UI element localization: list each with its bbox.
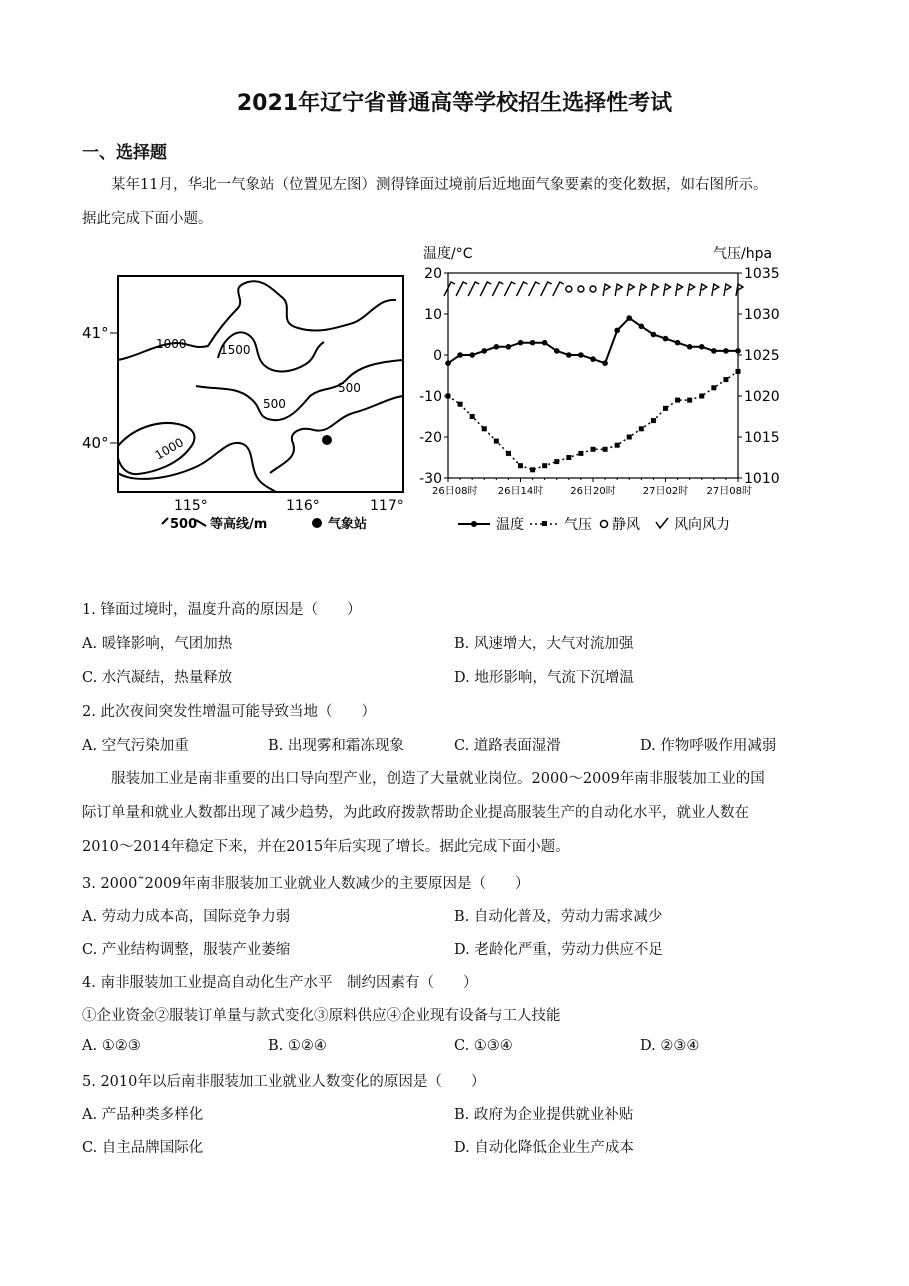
contour-label: 1000 — [156, 337, 187, 351]
temperature-point — [566, 352, 572, 358]
wind-barb-symbol — [492, 282, 503, 296]
intro2-line-2: 际订单量和就业人数都出现了减少趋势，为此政府拨款帮助企业提高服装生产的自动化水平，就业人数在 — [82, 805, 749, 821]
temperature-point — [723, 348, 729, 354]
question-4-items: ①企业资金②服装订单量与款式变化③原料供应④企业现有设备与工人技能 — [82, 1008, 561, 1024]
contour-500 — [196, 360, 403, 420]
temperature-point — [602, 360, 608, 366]
x-axis — [432, 478, 752, 497]
question-3-option-c[interactable]: C. 产业结构调整，服装产业萎缩 — [82, 942, 291, 958]
question-5-option-d[interactable]: D. 自动化降低企业生产成本 — [454, 1140, 634, 1156]
lat-label: 40° — [82, 434, 109, 452]
wind-barb-symbol — [651, 284, 658, 296]
pressure-point — [699, 394, 704, 399]
topographic-map — [78, 268, 418, 538]
pressure-point — [458, 402, 463, 407]
temperature-point — [578, 352, 584, 358]
x-tick-label: 26日08时 — [432, 486, 478, 497]
legend-contour-value: 500 — [170, 517, 198, 532]
contour-500-south — [270, 396, 403, 473]
wind-barb-symbol — [603, 284, 610, 296]
chart-legend — [458, 516, 730, 533]
wind-barb-symbol — [615, 284, 622, 296]
temperature-point — [663, 336, 669, 342]
question-3-option-a[interactable]: A. 劳动力成本高，国际竞争力弱 — [82, 909, 291, 925]
question-3-option-d[interactable]: D. 老龄化严重，劳动力供应不足 — [454, 942, 663, 958]
calm-wind-icon — [601, 521, 608, 528]
question-2-stem: 2. 此次夜间突发性增温可能导致当地（ ） — [82, 704, 376, 720]
legend-pressure-marker — [542, 521, 547, 526]
legend-contour-line — [196, 520, 206, 526]
question-4-stem: 4. 南非服装加工业提高自动化生产水平 制约因素有（ ） — [82, 975, 478, 991]
wind-barb-symbol — [712, 284, 719, 296]
contour-label: 1000 — [152, 435, 186, 463]
legend-station-label: 气象站 — [328, 517, 368, 532]
contour-label: 500 — [338, 381, 361, 395]
temperature-point — [675, 340, 681, 346]
wind-barb-icon — [656, 518, 668, 528]
wind-barb-symbol — [627, 284, 634, 296]
temperature-point — [457, 352, 463, 358]
temperature-point — [506, 344, 512, 350]
left-axis-label: 温度/°C — [423, 246, 473, 262]
wind-barb-symbol — [504, 282, 515, 296]
pressure-point — [566, 455, 571, 460]
wind-barb-symbol — [736, 284, 743, 296]
pressure-point — [446, 394, 451, 399]
legend-temp-marker — [471, 521, 477, 527]
pressure-point — [711, 385, 716, 390]
calm-wind-symbol — [566, 286, 572, 292]
pressure-point — [494, 439, 499, 444]
pressure-point — [470, 414, 475, 419]
section-heading: 一、选择题 — [82, 143, 167, 163]
temperature-point — [626, 315, 632, 321]
weather-chart — [418, 240, 788, 540]
left-tick-label: 20 — [424, 266, 442, 282]
left-axis — [419, 266, 448, 487]
question-1-option-b[interactable]: B. 风速增大，大气对流加强 — [454, 636, 634, 652]
lat-label: 41° — [82, 324, 109, 342]
legend-temp: 温度 — [496, 517, 524, 533]
x-tick-label: 27日08时 — [706, 486, 752, 497]
temperature-point — [590, 356, 596, 362]
legend-contour-line — [162, 518, 168, 524]
right-tick-label: 1025 — [744, 348, 780, 364]
wind-barb-symbol — [639, 284, 646, 296]
wind-barb-symbol — [724, 284, 731, 296]
right-tick-label: 1020 — [744, 389, 780, 405]
wind-barb-symbol — [664, 284, 671, 296]
wind-barb-symbol — [688, 284, 695, 296]
lon-label: 116° — [286, 498, 320, 514]
calm-wind-symbol — [578, 286, 584, 292]
wind-barb-symbol — [468, 282, 479, 296]
right-axis-label: 气压/hpa — [713, 246, 773, 262]
pressure-point — [603, 447, 608, 452]
legend-pressure: 气压 — [564, 517, 592, 533]
question-2-option-d[interactable]: D. 作物呼吸作用减弱 — [640, 738, 777, 754]
right-tick-label: 1035 — [744, 266, 780, 282]
question-4-option-a[interactable]: A. ①②③ — [82, 1038, 141, 1054]
contour-label: 500 — [263, 397, 286, 411]
legend-contour-label: 等高线/m — [210, 517, 268, 532]
question-1-option-d[interactable]: D. 地形影响，气流下沉增温 — [454, 670, 634, 686]
contour-1000-south-outer — [118, 443, 276, 492]
lon-label: 117° — [370, 498, 404, 514]
temperature-point — [445, 360, 451, 366]
question-5-option-c[interactable]: C. 自主品牌国际化 — [82, 1140, 204, 1156]
temperature-point — [735, 348, 741, 354]
left-tick-label: 0 — [433, 348, 442, 364]
question-2-option-c[interactable]: C. 道路表面湿滑 — [454, 738, 561, 754]
pressure-point — [578, 451, 583, 456]
pressure-point — [542, 463, 547, 468]
question-4-option-c[interactable]: C. ①③④ — [454, 1038, 513, 1054]
intro-line-2: 据此完成下面小题。 — [82, 211, 213, 227]
page-title: 2021年辽宁省普通高等学校招生选择性考试 — [236, 91, 673, 116]
x-tick-label: 26日20时 — [570, 486, 616, 497]
question-4-option-b[interactable]: B. ①②④ — [268, 1038, 327, 1054]
temperature-point — [469, 352, 475, 358]
pressure-point — [687, 398, 692, 403]
left-tick-label: 10 — [424, 307, 442, 323]
intro-line-1: 某年11月，华北一气象站（位置见左图）测得锋面过境前后近地面气象要素的变化数据，如右图所示。 — [111, 177, 768, 193]
wind-barb-symbol — [529, 282, 540, 296]
question-2-option-b[interactable]: B. 出现雾和霜冻现象 — [268, 738, 404, 754]
wind-barb-symbol — [700, 284, 707, 296]
pressure-point — [627, 435, 632, 440]
question-5-stem: 5. 2010年以后南非服装加工业就业人数变化的原因是（ ） — [82, 1074, 486, 1090]
pressure-point — [530, 467, 535, 472]
temperature-point — [711, 348, 717, 354]
wind-barb-symbol — [553, 282, 564, 296]
question-3-stem: 3. 2000˜2009年南非服装加工业就业人数减少的主要原因是（ ） — [82, 876, 530, 892]
question-1-option-c[interactable]: C. 水汽凝结，热量释放 — [82, 670, 233, 686]
left-tick-label: -20 — [419, 430, 442, 446]
temperature-point — [494, 344, 500, 350]
pressure-point — [639, 426, 644, 431]
wind-barb-symbol — [480, 282, 491, 296]
question-3-option-b[interactable]: B. 自动化普及，劳动力需求减少 — [454, 909, 663, 925]
question-4-option-d[interactable]: D. ②③④ — [640, 1038, 700, 1054]
pressure-point — [723, 377, 728, 382]
pressure-point — [506, 451, 511, 456]
question-5-option-b[interactable]: B. 政府为企业提供就业补贴 — [454, 1107, 634, 1123]
intro2-line-1: 服装加工业是南非重要的出口导向型产业，创造了大量就业岗位。2000～2009年南非服装加工业的国 — [111, 771, 765, 787]
right-tick-label: 1015 — [744, 430, 780, 446]
pressure-point — [615, 443, 620, 448]
wind-barb-symbol — [456, 282, 467, 296]
calm-wind-symbol — [590, 286, 596, 292]
contour-label: 1500 — [220, 343, 251, 357]
question-2-option-a[interactable]: A. 空气污染加重 — [82, 738, 189, 754]
legend-station-dot — [312, 518, 322, 528]
wind-barb-symbol — [517, 282, 528, 296]
intro2-line-3: 2010～2014年稳定下来，并在2015年后实现了增长。据此完成下面小题。 — [82, 839, 570, 855]
x-tick-label: 26日14时 — [497, 486, 544, 497]
temperature-point — [481, 348, 487, 354]
pressure-point — [482, 426, 487, 431]
temperature-point — [518, 340, 524, 346]
temperature-point — [542, 340, 548, 346]
legend-wind: 风向风力 — [674, 517, 730, 533]
weather-station-dot — [322, 435, 332, 445]
temperature-point — [651, 332, 657, 338]
question-1-stem: 1. 锋面过境时，温度升高的原因是（ ） — [82, 602, 362, 618]
temperature-point — [687, 344, 693, 350]
pressure-point — [675, 398, 680, 403]
lon-label: 115° — [174, 498, 208, 514]
pressure-point — [663, 406, 668, 411]
pressure-point — [591, 447, 596, 452]
temperature-point — [530, 340, 536, 346]
pressure-point — [554, 459, 559, 464]
legend-calm: 静风 — [612, 517, 640, 533]
left-tick-label: -10 — [419, 389, 442, 405]
left-tick-label: -30 — [419, 471, 442, 487]
temperature-point — [639, 324, 645, 330]
pressure-line — [448, 371, 738, 469]
wind-barb-symbol — [444, 282, 455, 296]
right-axis — [738, 266, 780, 487]
series-layer — [445, 315, 741, 472]
temperature-point — [554, 348, 560, 354]
wind-barb-symbol — [676, 284, 683, 296]
right-tick-label: 1030 — [744, 307, 780, 323]
pressure-point — [651, 418, 656, 423]
pressure-point — [518, 463, 523, 468]
x-tick-label: 27日02时 — [642, 486, 689, 497]
pressure-point — [736, 369, 741, 374]
right-tick-label: 1010 — [744, 471, 780, 487]
temperature-point — [614, 328, 620, 334]
wind-symbol-row — [444, 282, 743, 296]
wind-barb-symbol — [541, 282, 552, 296]
question-5-option-a[interactable]: A. 产品种类多样化 — [82, 1107, 204, 1123]
question-1-option-a[interactable]: A. 暖锋影响，气团加热 — [82, 636, 233, 652]
temperature-point — [699, 344, 705, 350]
